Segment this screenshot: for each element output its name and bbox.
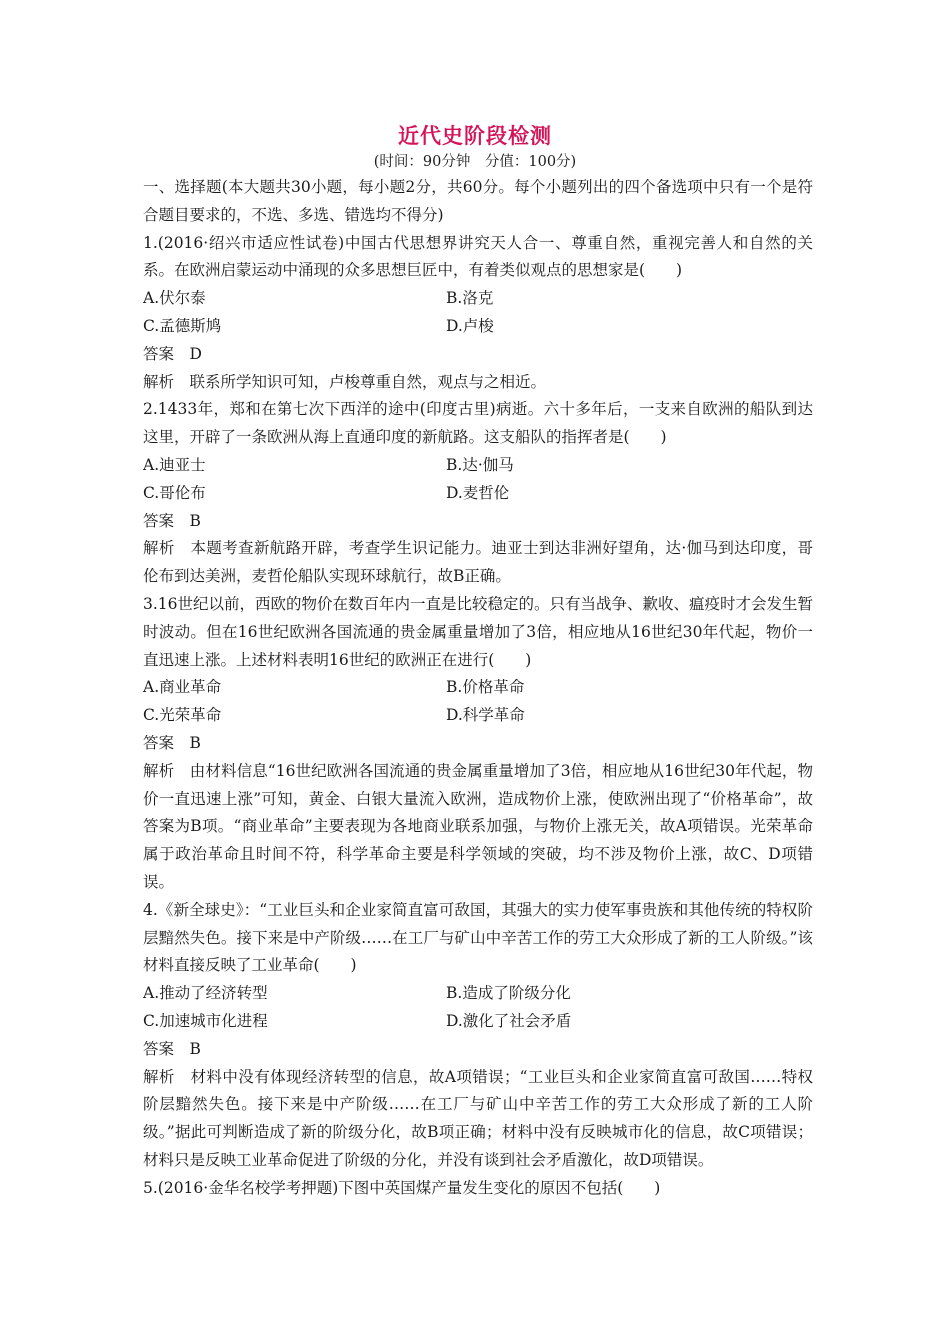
- option-d: D.麦哲伦: [446, 483, 510, 502]
- option-c: C.哥伦布: [143, 483, 206, 502]
- options-row: [143, 480, 813, 508]
- option-c: C.光荣革命: [143, 706, 222, 725]
- option-b: B.洛克: [446, 289, 494, 308]
- question-4: [143, 897, 813, 1175]
- options-row: [143, 702, 813, 730]
- question-stem: 5.(2016·金华名校学考押题)下图中英国煤产量发生变化的原因不包括( ): [143, 1178, 661, 1197]
- exam-info: (时间：90分钟 分值：100分): [373, 154, 577, 170]
- options-row: [143, 674, 813, 702]
- analysis: 解析 由材料信息“16世纪欧洲各国流通的贵金属重量增加了3倍，相应地从16世纪30年代起，物价一直迅速上涨”可知，黄金、白银大量流入欧洲，造成物价上涨，使欧洲出现了“价格革命”，故答案为B项。“商业革命”主要表现为各地商业联系加强，与物价上涨无关，故A项错误。光荣革命属于政治革命且时间不符，科学革命主要是科学领域的突破，均不涉及物价上涨，故C、D项错误。: [143, 761, 813, 891]
- question-stem: 1.(2016·绍兴市适应性试卷)中国古代思想界讲究天人合一、尊重自然，重视完善人和自然的关系。在欧洲启蒙运动中涌现的众多思想巨匠中，有着类似观点的思想家是( ): [143, 233, 813, 280]
- options-row: [143, 1008, 813, 1036]
- question-3: [143, 591, 813, 897]
- question-stem: 2.1433年，郑和在第七次下西洋的途中(印度古里)病逝。六十多年后，一支来自欧洲的船队到达这里，开辟了一条欧洲从海上直通印度的新航路。这支船队的指挥者是( ): [143, 400, 813, 447]
- options-row: [143, 313, 813, 341]
- question-stem: 3.16世纪以前，西欧的物价在数百年内一直是比较稳定的。只有当战争、歉收、瘟疫时才会发生暂时波动。但在16世纪欧洲各国流通的贵金属重量增加了3倍，相应地从16世纪30年代起，物价一直迅速上涨。上述材料表明16世纪的欧洲正在进行( ): [143, 594, 814, 669]
- option-c: C.孟德斯鸠: [143, 316, 222, 335]
- question-stem: 4.《新全球史》：“工业巨头和企业家简直富可敌国，其强大的实力使军事贵族和其他传统的特权阶层黯然失色。接下来是中产阶级……在工厂与矿山中辛苦工作的劳工大众形成了新的工人阶级。”该材料直接反映了工业革命( ): [143, 900, 813, 975]
- exam-content: [143, 174, 813, 1202]
- option-d: D.科学革命: [446, 706, 525, 725]
- question-5: [143, 1175, 813, 1203]
- question-1: [143, 230, 813, 397]
- option-c: C.加速城市化进程: [143, 1011, 268, 1030]
- analysis: 解析 联系所学知识可知，卢梭尊重自然，观点与之相近。: [143, 372, 547, 391]
- options-row: [143, 980, 813, 1008]
- analysis: 解析 材料中没有体现经济转型的信息，故A项错误；“工业巨头和企业家简直富可敌国……特权阶层黯然失色。接下来是中产阶级……在工厂与矿山中辛苦工作的劳工大众形成了新的工人阶级。”据此可判断造成了新的阶级分化，故B项正确；材料中没有反映城市化的信息，故C项错误；材料只是反映工业革命促进了阶级的分化，并没有谈到社会矛盾激化，故D项错误。: [143, 1067, 813, 1169]
- option-a: A.推动了经济转型: [143, 984, 268, 1003]
- answer: 答案 B: [143, 733, 201, 752]
- option-a: A.迪亚士: [143, 455, 206, 474]
- option-a: A.商业革命: [143, 678, 222, 697]
- options-row: [143, 285, 813, 313]
- page-title: 近代史阶段检测: [398, 124, 552, 148]
- option-b: B.达·伽马: [446, 455, 514, 474]
- option-d: D.激化了社会矛盾: [446, 1011, 572, 1030]
- option-d: D.卢梭: [446, 316, 494, 335]
- answer: 答案 D: [143, 344, 202, 363]
- answer: 答案 B: [143, 511, 201, 530]
- option-b: B.造成了阶级分化: [446, 984, 571, 1003]
- analysis: 解析 本题考查新航路开辟，考查学生识记能力。迪亚士到达非洲好望角，达·伽马到达印度，哥伦布到达美洲，麦哲伦船队实现环球航行，故B正确。: [143, 539, 813, 586]
- answer: 答案 B: [143, 1039, 201, 1058]
- section-instructions: 一、选择题(本大题共30小题，每小题2分，共60分。每个小题列出的四个备选项中只有一个是符合题目要求的，不选、多选、错选均不得分): [143, 178, 813, 224]
- options-row: [143, 452, 813, 480]
- option-a: A.伏尔泰: [143, 289, 206, 308]
- option-b: B.价格革命: [446, 678, 525, 697]
- question-2: [143, 396, 813, 591]
